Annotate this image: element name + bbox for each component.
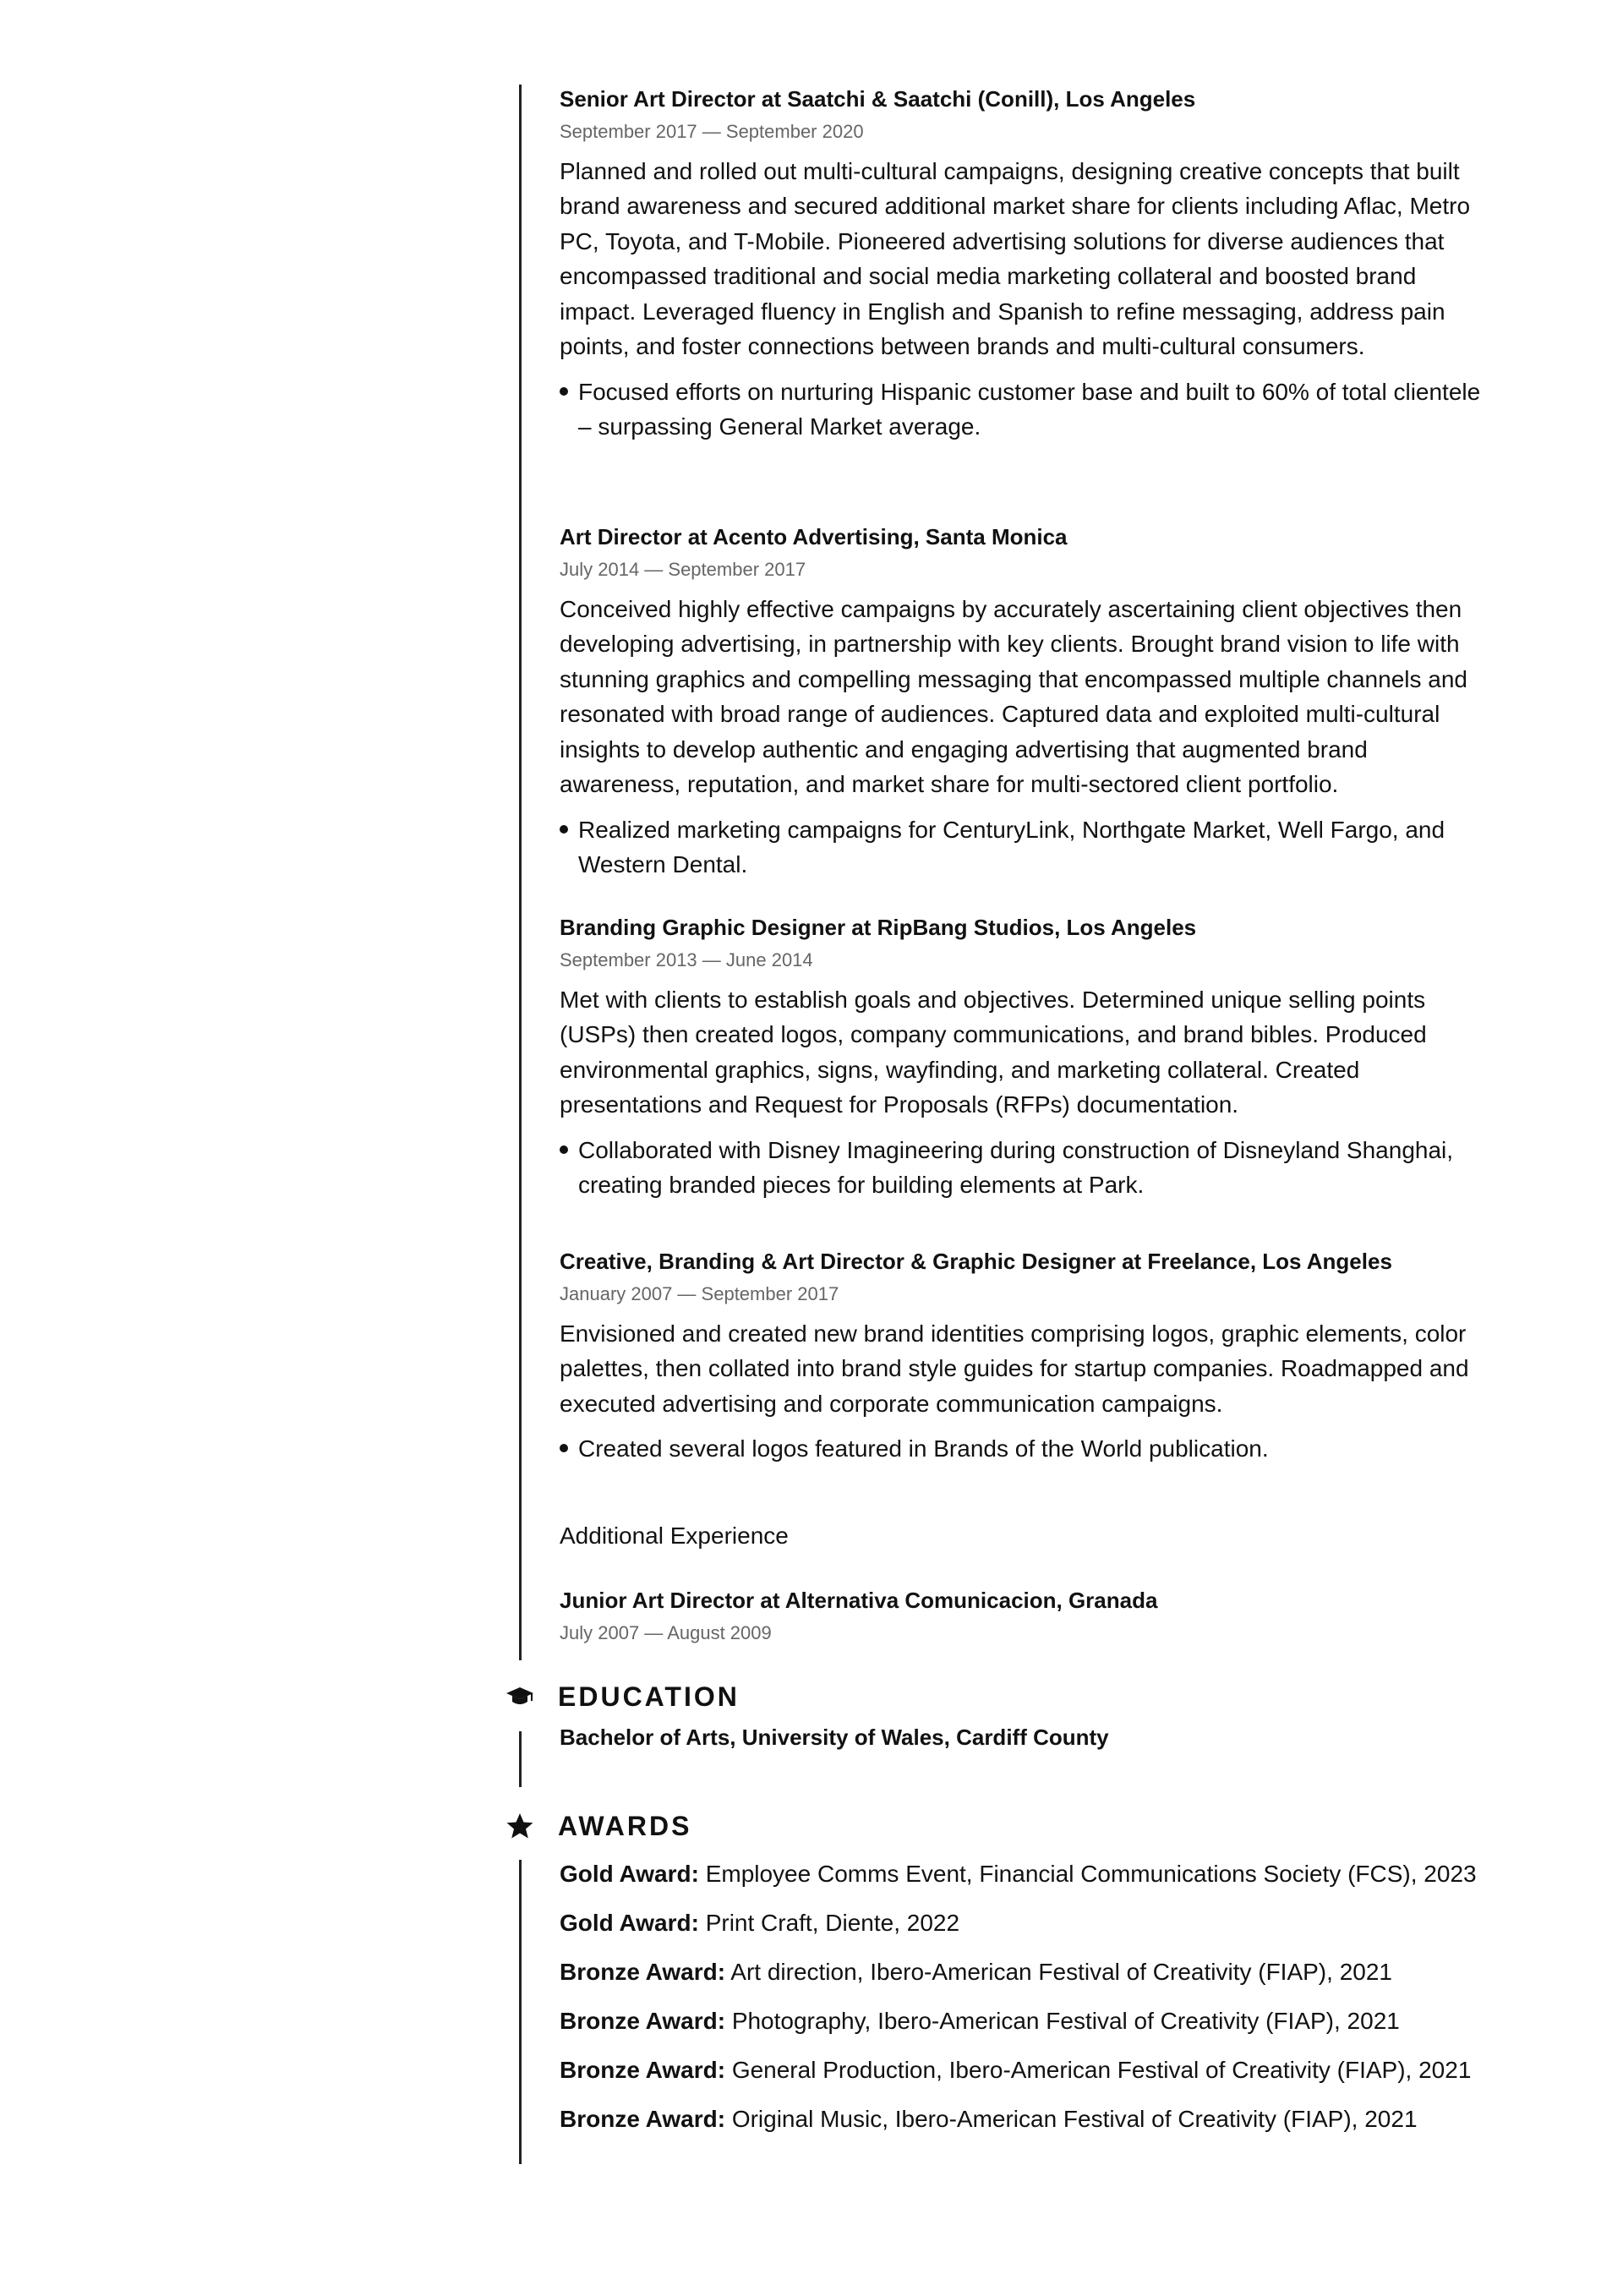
list-item [560, 1133, 1489, 1202]
job-description: Envisioned and created new brand identities comprising logos, graphic elements, color palettes, then collated into brand style guides for startup companies. Roadmapped and executed advertising and corporate communication campaigns. [560, 1320, 1469, 1417]
awards-section-header [0, 1805, 1623, 1847]
award-item [560, 2056, 1489, 2105]
bullet-text: Created several logos featured in Brands of the World publication. [578, 1435, 1269, 1462]
graduation-cap-icon [505, 1682, 534, 1711]
job-description: Conceived highly effective campaigns by accurately ascertaining client objectives then developing advertising, in partnership with key clients. Brought brand vision to life with stunning graphics and compelling messaging that encompassed multiple channels and resonated with broad range of audiences. Captured data and exploited multi-cultural insights to develop authentic and engaging advertising that augmented brand awareness, reputation, and market share for multi-sectored client portfolio. [560, 595, 1467, 798]
award-item [560, 2007, 1489, 2056]
star-icon [505, 1812, 534, 1840]
award-label: Bronze Award: [560, 2008, 726, 2034]
award-text: Employee Comms Event, Financial Communications Society (FCS), 2023 [705, 1861, 1477, 1887]
bullet-icon [560, 387, 568, 396]
bullet-icon [560, 825, 568, 834]
award-text: Photography, Ibero-American Festival of Creativity (FIAP), 2021 [731, 2008, 1400, 2034]
job-title: Art Director at Acento Advertising, Santa Monica [560, 524, 1068, 549]
bullet-icon [560, 1444, 568, 1452]
job-entry [560, 524, 1489, 882]
job-title: Branding Graphic Designer at RipBang Studios, Los Angeles [560, 915, 1197, 940]
job-title: Creative, Branding & Art Director & Graphic Designer at Freelance, Los Angeles [560, 1249, 1392, 1274]
bullet-text: Collaborated with Disney Imagineering during construction of Disneyland Shanghai, creating branded pieces for building elements at Park. [578, 1136, 1454, 1198]
additional-experience-heading: Additional Experience [560, 1522, 789, 1549]
education-entry [560, 1725, 1489, 1751]
award-label: Bronze Award: [560, 2057, 726, 2083]
job-description: Planned and rolled out multi-cultural campaigns, designing creative concepts that built brand awareness and secured additional market share for clients including Aflac, Metro PC, Toyota, and T-Mobile. Pioneered advertising solutions for diverse audiences that encompassed traditional and social media marketing collateral and boosted brand impact. Leveraged fluency in English and Spanish to refine messaging, address pain points, and foster connections between brands and multi-cultural consumers. [560, 157, 1471, 360]
job-description: Met with clients to establish goals and objectives. Determined unique selling points (USPs) then created logos, company communications, and brand bibles. Produced environmental graphics, signs, wayfinding, and marketing collateral. Created presentations and Request for Proposals (RFPs) documentation. [560, 986, 1427, 1118]
award-label: Bronze Award: [560, 1959, 726, 1985]
award-item [560, 1860, 1489, 1909]
job-dates: January 2007 — September 2017 [560, 1283, 839, 1305]
job-dates: July 2007 — August 2009 [560, 1622, 772, 1644]
job-title: Junior Art Director at Alternativa Comunicacion, Granada [560, 1588, 1158, 1613]
timeline-line-education [519, 1731, 522, 1787]
award-label: Gold Award: [560, 1861, 699, 1887]
job-entry [560, 1249, 1489, 1466]
bullet-text: Focused efforts on nurturing Hispanic customer base and built to 60% of total clientele – surpassing General Market average. [578, 378, 1481, 440]
job-title: Senior Art Director at Saatchi & Saatchi (Conill), Los Angeles [560, 86, 1196, 112]
awards-heading: AWARDS [558, 1811, 692, 1841]
additional-experience-label [560, 1522, 1489, 1550]
award-label: Gold Award: [560, 1910, 699, 1936]
award-text: Original Music, Ibero-American Festival of Creativity (FIAP), 2021 [731, 2106, 1418, 2132]
award-text: Print Craft, Diente, 2022 [705, 1910, 960, 1936]
timeline-line-awards [519, 1860, 522, 2164]
job-dates: September 2013 — June 2014 [560, 949, 813, 971]
award-item [560, 1958, 1489, 2007]
job-entry [560, 1588, 1489, 1645]
job-dates: July 2014 — September 2017 [560, 559, 806, 581]
list-item [560, 812, 1489, 882]
award-item [560, 2105, 1489, 2154]
job-bullets [560, 1431, 1489, 1466]
job-bullets [560, 1133, 1489, 1202]
education-section-header [0, 1676, 1623, 1718]
job-dates: September 2017 — September 2020 [560, 121, 864, 143]
job-bullets [560, 812, 1489, 882]
bullet-text: Realized marketing campaigns for CenturyLink, Northgate Market, Well Fargo, and Western Dental. [578, 816, 1445, 877]
award-label: Bronze Award: [560, 2106, 726, 2132]
list-item [560, 374, 1489, 444]
award-text: Art direction, Ibero-American Festival of Creativity (FIAP), 2021 [730, 1959, 1392, 1985]
job-entry [560, 915, 1489, 1202]
award-item [560, 1909, 1489, 1958]
bullet-icon [560, 1145, 568, 1154]
list-item [560, 1431, 1489, 1466]
job-entry [560, 86, 1489, 444]
timeline-line-experience [519, 85, 522, 1660]
job-bullets [560, 374, 1489, 444]
degree: Bachelor of Arts, University of Wales, Cardiff County [560, 1725, 1109, 1750]
awards-list [560, 1860, 1489, 2154]
award-text: General Production, Ibero-American Festival of Creativity (FIAP), 2021 [731, 2057, 1472, 2083]
education-heading: EDUCATION [558, 1681, 740, 1712]
